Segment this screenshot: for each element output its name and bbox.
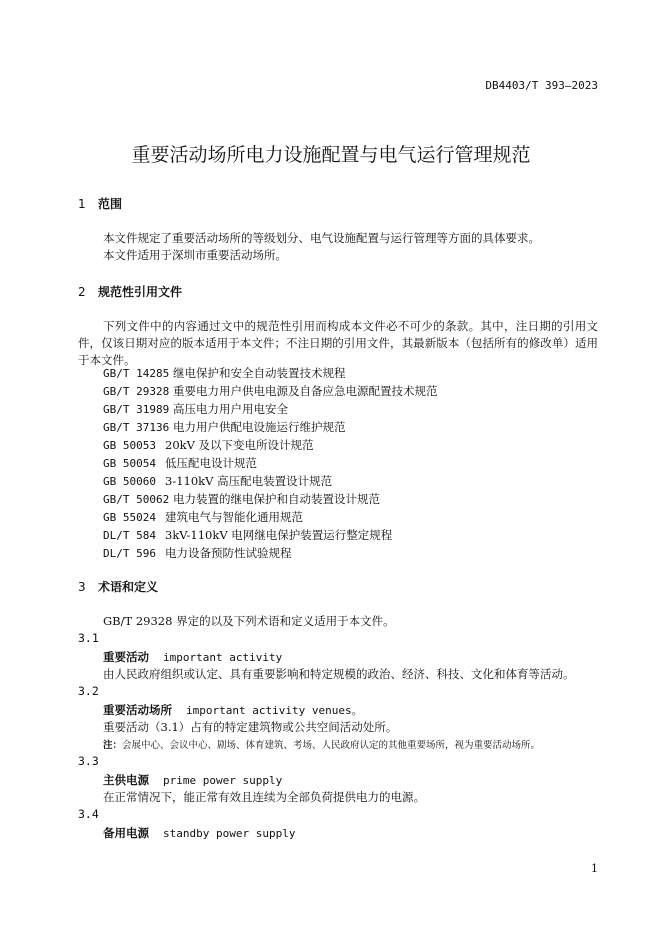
term-entry [103,772,282,788]
reference-name: 电力装置的继电保护和自动装置设计规范 [173,492,380,506]
reference-code: GB/T 37136 [103,421,170,434]
reference-name: 建筑电气与智能化通用规范 [165,510,303,524]
reference-item [103,473,332,489]
reference-item [103,419,346,435]
reference-code: DL/T 596 [103,547,156,560]
term-definition: 由人民政府组织或认定、具有重要影响和特定规模的政治、经济、科技、文化和体育等活动。 [103,667,575,681]
reference-code: GB/T 31989 [103,403,170,416]
reference-item [103,401,288,417]
reference-item [103,437,314,453]
term-note [103,737,540,751]
reference-name: 电力设备预防性试验规程 [165,546,292,560]
clause-number: 3.3 [78,754,99,768]
term-cn: 重要活动场所 [103,703,172,717]
reference-name: 高压电力用户用电安全 [173,402,288,416]
section-2-heading [78,283,182,300]
page-number: 1 [591,862,598,875]
reference-code: GB 50053 [103,439,156,452]
term-cn: 主供电源 [103,773,149,787]
clause-number: 3.2 [78,684,99,698]
clause-number: 3.4 [78,807,99,821]
reference-item [103,491,380,507]
term-en: important activity [163,651,283,664]
section-title: 范围 [98,197,123,211]
term-en: standby power supply [163,827,296,840]
term-cn: 重要活动 [103,650,149,664]
reference-code: GB 55024 [103,511,156,524]
section-3-heading [78,578,158,595]
term-entry [103,825,295,841]
section-title: 术语和定义 [98,580,159,594]
reference-code: GB 50054 [103,457,156,470]
section-title: 规范性引用文件 [98,285,183,299]
term-definition: 重要活动（3.1）占有的特定建筑物或公共空间活动处所。 [103,720,398,734]
paragraph: 本文件适用于深圳市重要活动场所。 [103,248,287,262]
term-cn: 备用电源 [103,826,149,840]
reference-item [103,527,392,543]
reference-name: 电力用户供配电设施运行维护规范 [173,420,346,434]
reference-code: GB/T 14285 [103,367,170,380]
standard-number: DB4403/T 393—2023 [485,79,598,92]
reference-item [103,383,438,399]
section-number: 3 [78,580,86,594]
reference-code: GB/T 50062 [103,493,170,506]
page-title: 重要活动场所电力设施配置与电气运行管理规范 [131,144,531,166]
reference-name: 3-110kV 高压配电装置设计规范 [165,474,333,488]
paragraph: 本文件规定了重要活动场所的等级划分、电气设施配置与运行管理等方面的具体要求。 [103,231,540,245]
paragraph: GB/T 29328 界定的以及下列术语和定义适用于本文件。 [103,614,395,628]
term-entry [103,649,282,665]
reference-name: 重要电力用户供电电源及自备应急电源配置技术规范 [173,384,438,398]
reference-code: GB 50060 [103,475,156,488]
reference-item [103,365,346,381]
reference-item [103,545,292,561]
paragraph: 下列文件中的内容通过文中的规范性引用而构成本文件必不可少的条款。其中，注日期的引用文件，仅该日期对应的版本适用于本文件；不注日期的引用文件，其最新版本（包括所有的修改单）适用于本文件。 [78,319,598,367]
reference-item [103,509,303,525]
section-number: 2 [78,285,86,299]
note-label: 注： [103,740,123,751]
reference-name: 继电保护和安全自动装置技术规程 [173,366,346,380]
reference-code: DL/T 584 [103,529,156,542]
section-number: 1 [78,197,86,211]
reference-name: 低压配电设计规范 [165,456,257,470]
note-text: 会展中心、会议中心、剧场、体育建筑、考场、人民政府认定的其他重要场所，视为重要活动场所。 [122,740,541,751]
reference-name: 3kV-110kV 电网继电保护装置运行整定规程 [165,528,393,542]
term-en: prime power supply [163,774,283,787]
reference-code: GB/T 29328 [103,385,170,398]
term-entry [103,702,363,718]
reference-item [103,455,257,471]
term-en: important activity venues。 [186,704,363,717]
reference-name: 20kV 及以下变电所设计规范 [165,438,314,452]
term-definition: 在正常情况下，能正常有效且连续为全部负荷提供电力的电源。 [103,790,425,804]
section-1-heading [78,195,122,212]
clause-number: 3.1 [78,631,99,645]
